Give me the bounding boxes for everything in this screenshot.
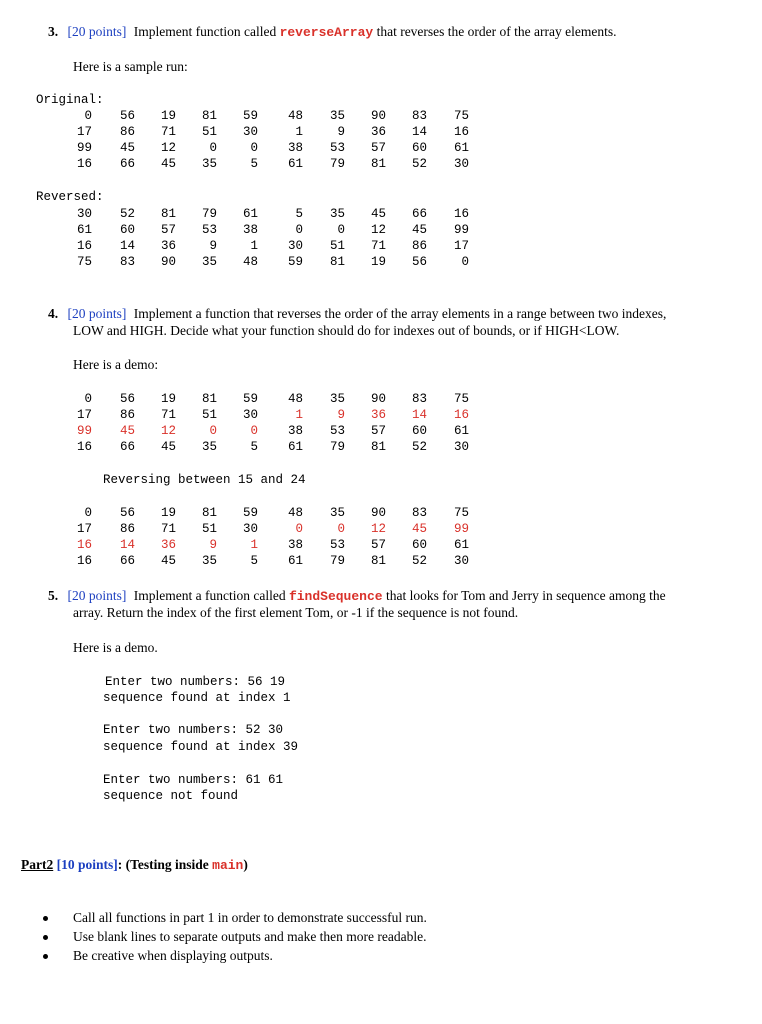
q4-points: [20 points] [67,306,127,321]
q3-original-cell: 45 [119,141,135,155]
bullet-dot-icon [43,916,48,921]
q4-before-cell: 35 [201,440,217,454]
q5-points: [20 points] [67,588,127,603]
q4-after-cell: 17 [76,522,92,536]
q4-after-cell: 35 [201,554,217,568]
q4-before-cell: 66 [119,440,135,454]
q3-sample-label: Here is a sample run: [73,59,188,74]
q5-run-3-prompt: Enter two numbers: 61 61 [103,773,284,787]
q3-reversed-cell: 57 [160,223,176,237]
q3-reversed-cell: 12 [370,223,386,237]
q3-original-cell: 61 [453,141,469,155]
q3-reversed-cell: 1 [250,239,258,253]
q3-text-before: Implement function called [133,24,277,39]
q4-after-cell: 59 [242,506,258,520]
q5-run-3-result: sequence not found [103,789,239,803]
q4-before-cell: 90 [370,392,386,406]
q4-after-cell: 16 [76,554,92,568]
q3-original-cell: 75 [453,109,469,123]
q4-before-cell: 12 [160,424,176,438]
q3-heading [48,23,616,41]
q3-original-cell: 56 [119,109,135,123]
part2-bullet-1 [73,909,713,928]
q3-reversed-cell: 30 [76,207,92,221]
q5-run-2-result: sequence found at index 39 [103,740,299,754]
q3-reversed-cell: 53 [201,223,217,237]
part2-bullet-2-text: Use blank lines to separate outputs and make then more readable. [73,929,427,944]
q4-after-cell: 0 [295,522,303,536]
part2-testing-after: ) [243,857,248,872]
q4-before-cell: 35 [329,392,345,406]
q4-after-cell: 79 [329,554,345,568]
q5-heading [48,587,666,605]
q4-after-cell: 45 [411,522,427,536]
q4-after-cell: 45 [160,554,176,568]
part2-bullet-list [73,909,713,966]
q3-reversed-cell: 0 [295,223,303,237]
q3-original-cell: 0 [209,141,217,155]
q4-before-cell: 71 [160,408,176,422]
q3-reversed-cell: 16 [453,207,469,221]
q4-before-cell: 59 [242,392,258,406]
q3-original-cell: 99 [76,141,92,155]
part2-bullet-3 [73,947,713,966]
q4-after-cell: 51 [201,522,217,536]
q4-after-cell: 81 [201,506,217,520]
q4-after-cell: 66 [119,554,135,568]
q3-original-cell: 19 [160,109,176,123]
q3-original-cell: 66 [119,157,135,171]
q4-after-cell: 83 [411,506,427,520]
q3-original-cell: 86 [119,125,135,139]
q3-reversed-cell: 86 [411,239,427,253]
q3-original-cell: 35 [329,109,345,123]
q4-before-cell: 52 [411,440,427,454]
q3-original-cell: 30 [242,125,258,139]
q3-original-cell: 52 [411,157,427,171]
q3-original-cell: 53 [329,141,345,155]
q3-original-cell: 60 [411,141,427,155]
q4-after-cell: 30 [453,554,469,568]
q4-after-cell: 12 [370,522,386,536]
q3-original-cell: 36 [370,125,386,139]
q4-after-cell: 14 [119,538,135,552]
q3-reversed-cell: 90 [160,255,176,269]
q5-line2: array. Return the index of the first element Tom, or -1 if the sequence is not found. [73,605,519,620]
q4-before-cell: 17 [76,408,92,422]
q4-before-cell: 56 [119,392,135,406]
q3-original-cell: 83 [411,109,427,123]
bullet-dot-icon [43,935,48,940]
q5-run-1-prompt: Enter two numbers: 56 19 [105,675,286,689]
part2-bullet-3-text: Be creative when displaying outputs. [73,948,273,963]
q4-before-cell: 61 [453,424,469,438]
q4-before-cell: 1 [295,408,303,422]
q3-original-cell: 16 [453,125,469,139]
q4-before-cell: 51 [201,408,217,422]
q3-original-cell: 48 [287,109,303,123]
q4-after-cell: 0 [337,522,345,536]
q3-reversed-cell: 81 [160,207,176,221]
q3-original-cell: 14 [411,125,427,139]
q4-after-cell: 16 [76,538,92,552]
q3-reversed-cell: 99 [453,223,469,237]
q3-original-cell: 51 [201,125,217,139]
q5-run-2-prompt: Enter two numbers: 52 30 [103,723,284,737]
q3-reversed-cell: 81 [329,255,345,269]
q4-before-cell: 60 [411,424,427,438]
q5-text-after: that looks for Tom and Jerry in sequence among the [385,588,666,603]
q3-reversed-cell: 14 [119,239,135,253]
q4-before-cell: 0 [84,392,92,406]
part2-bullet-2 [73,928,713,947]
q4-after-cell: 5 [250,554,258,568]
q5-run-1-result: sequence found at index 1 [103,691,291,705]
q3-original-cell: 35 [201,157,217,171]
q4-after-cell: 86 [119,522,135,536]
q4-after-cell: 81 [370,554,386,568]
q4-after-cell: 38 [287,538,303,552]
q3-original-cell: 81 [201,109,217,123]
q3-original-cell: 38 [287,141,303,155]
q3-reversed-cell: 45 [370,207,386,221]
q3-reversed-cell: 61 [76,223,92,237]
q3-original-cell: 79 [329,157,345,171]
q4-after-cell: 61 [453,538,469,552]
q3-original-cell: 1 [295,125,303,139]
q4-after-cell: 48 [287,506,303,520]
q3-original-cell: 61 [287,157,303,171]
q3-original-cell: 57 [370,141,386,155]
q3-reversed-label: Reversed: [36,190,104,204]
q3-number: 3. [48,24,59,39]
part2-colon: : [117,857,123,872]
q4-before-cell: 79 [329,440,345,454]
q4-after-cell: 61 [287,554,303,568]
q4-after-cell: 56 [119,506,135,520]
part2-heading [21,856,248,874]
q5-demo-label: Here is a demo. [73,640,158,655]
q4-before-cell: 5 [250,440,258,454]
q3-reversed-cell: 30 [287,239,303,253]
q3-reversed-cell: 0 [461,255,469,269]
q3-reversed-cell: 75 [76,255,92,269]
q3-reversed-cell: 48 [242,255,258,269]
q4-before-cell: 75 [453,392,469,406]
q4-line1: Implement a function that reverses the order of the array elements in a range between two indexes, [133,306,667,321]
q3-original-cell: 16 [76,157,92,171]
q4-after-cell: 60 [411,538,427,552]
q3-reversed-cell: 71 [370,239,386,253]
q4-reversing-text: Reversing between 15 and 24 [103,473,306,487]
q3-original-cell: 71 [160,125,176,139]
q4-after-cell: 90 [370,506,386,520]
q4-before-cell: 38 [287,424,303,438]
q3-reversed-cell: 61 [242,207,258,221]
q3-original-cell: 81 [370,157,386,171]
q4-before-cell: 36 [370,408,386,422]
q4-after-cell: 36 [160,538,176,552]
q3-original-cell: 5 [250,157,258,171]
q4-after-cell: 53 [329,538,345,552]
q3-reversed-cell: 36 [160,239,176,253]
q3-reversed-cell: 35 [329,207,345,221]
q4-before-cell: 16 [453,408,469,422]
q4-before-cell: 0 [250,424,258,438]
q3-original-cell: 59 [242,109,258,123]
q4-after-cell: 1 [250,538,258,552]
q3-original-cell: 12 [160,141,176,155]
q4-before-cell: 30 [453,440,469,454]
q5-number: 5. [48,588,59,603]
q3-text-after: that reverses the order of the array elements. [376,24,617,39]
q3-reversed-cell: 45 [411,223,427,237]
q5-function-name: findSequence [288,589,383,604]
q4-before-cell: 45 [160,440,176,454]
q4-after-cell: 57 [370,538,386,552]
q4-after-cell: 75 [453,506,469,520]
q4-heading [48,305,728,322]
q3-reversed-cell: 9 [209,239,217,253]
q3-original-cell: 0 [250,141,258,155]
q4-after-cell: 99 [453,522,469,536]
q4-before-cell: 48 [287,392,303,406]
q4-before-cell: 53 [329,424,345,438]
q4-before-cell: 57 [370,424,386,438]
q4-before-cell: 81 [201,392,217,406]
q3-reversed-cell: 38 [242,223,258,237]
q3-reversed-cell: 16 [76,239,92,253]
q3-reversed-cell: 17 [453,239,469,253]
q3-original-cell: 45 [160,157,176,171]
part2-testing-before: (Testing inside [125,857,209,872]
q3-reversed-cell: 60 [119,223,135,237]
q4-before-cell: 0 [209,424,217,438]
part2-points: [10 points] [56,857,118,872]
q4-before-cell: 9 [337,408,345,422]
q4-before-cell: 81 [370,440,386,454]
q3-original-cell: 90 [370,109,386,123]
part2-title: Part2 [21,857,54,872]
q3-points: [20 points] [67,24,127,39]
part2-main-keyword: main [212,858,244,873]
bullet-dot-icon [43,954,48,959]
q3-reversed-cell: 59 [287,255,303,269]
q3-original-cell: 30 [453,157,469,171]
q4-before-cell: 45 [119,424,135,438]
q5-text-before: Implement a function called [133,588,286,603]
q4-after-cell: 19 [160,506,176,520]
part2-bullet-1-text: Call all functions in part 1 in order to demonstrate successful run. [73,910,427,925]
q4-after-cell: 71 [160,522,176,536]
q4-before-cell: 61 [287,440,303,454]
q4-after-cell: 0 [84,506,92,520]
q4-before-cell: 30 [242,408,258,422]
q4-after-cell: 30 [242,522,258,536]
q3-reversed-cell: 19 [370,255,386,269]
q4-before-cell: 99 [76,424,92,438]
q4-before-cell: 19 [160,392,176,406]
q3-reversed-cell: 56 [411,255,427,269]
q4-before-cell: 86 [119,408,135,422]
q4-demo-label: Here is a demo: [73,357,159,372]
q3-reversed-cell: 83 [119,255,135,269]
q3-reversed-cell: 79 [201,207,217,221]
q3-reversed-cell: 51 [329,239,345,253]
q4-after-cell: 52 [411,554,427,568]
q3-reversed-cell: 66 [411,207,427,221]
q4-after-cell: 35 [329,506,345,520]
q3-reversed-cell: 5 [295,207,303,221]
q3-original-cell: 17 [76,125,92,139]
q3-reversed-cell: 35 [201,255,217,269]
q4-before-cell: 14 [411,408,427,422]
q4-after-cell: 9 [209,538,217,552]
q3-original-label: Original: [36,93,104,107]
q4-line2: LOW and HIGH. Decide what your function should do for indexes out of bounds, or if HIGH<LOW. [73,323,620,338]
q3-reversed-cell: 0 [337,223,345,237]
q4-before-cell: 16 [76,440,92,454]
q3-reversed-cell: 52 [119,207,135,221]
q3-original-cell: 9 [337,125,345,139]
q4-before-cell: 83 [411,392,427,406]
q3-function-name: reverseArray [279,25,374,40]
q3-original-cell: 0 [84,109,92,123]
q4-number: 4. [48,306,59,321]
